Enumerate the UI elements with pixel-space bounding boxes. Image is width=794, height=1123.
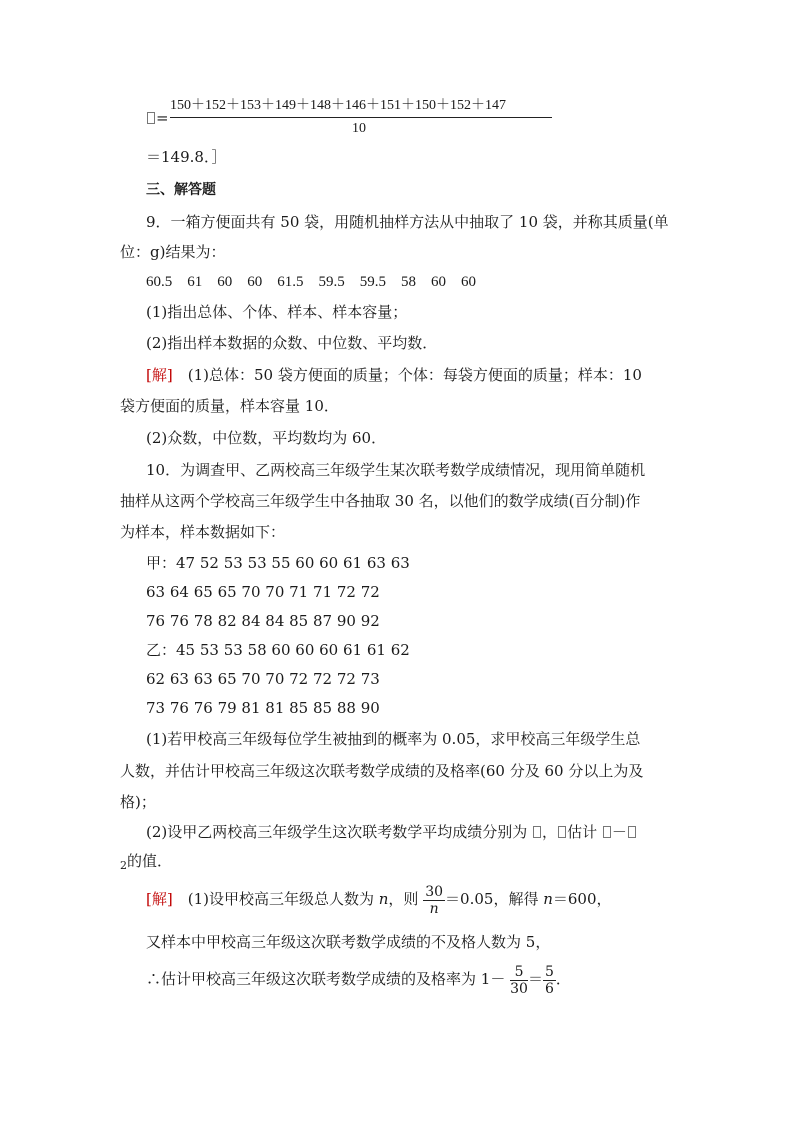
- q9-part1: (1)指出总体、个体、样本、样本容量；: [146, 303, 408, 321]
- q9-ans1-a: (1)总体：50 袋方便面的质量；个体：每袋方便面的质量；样本：10: [172, 366, 642, 384]
- q9-line1: 9．一箱方便面共有 50 袋，用随机抽样方法从中抽取了 10 袋，并称其质量(单: [146, 213, 669, 231]
- fraction-5-over-6: [543, 964, 556, 997]
- q9-line2: 位：g)结果为：: [120, 243, 226, 261]
- q10-part2-end: 的值．: [127, 852, 173, 870]
- section-heading: 三、解答题: [146, 182, 216, 198]
- q10-ans1-result: ＝600，: [552, 890, 612, 908]
- q10-part2-line2: [120, 851, 172, 876]
- q10-answer-line3: [146, 960, 571, 998]
- q10-yi-row3: 73 76 76 79 81 81 85 85 88 90: [146, 699, 380, 717]
- answer-tag-2: [解]: [146, 890, 173, 908]
- comma: ，: [542, 823, 558, 841]
- q10-jia-row2: 63 64 65 65 70 70 71 71 72 72: [146, 583, 380, 601]
- q10-yi-row1: 乙：45 53 53 58 60 60 60 61 61 62: [146, 641, 410, 659]
- equals-sign: ＝: [527, 970, 543, 988]
- x2-bar-symbol-2: [628, 826, 636, 838]
- x1-bar-symbol-2: [603, 826, 611, 838]
- frac-num: 30: [425, 883, 444, 900]
- q10-answer-line1: [146, 880, 612, 918]
- q9-answer-line2: 袋方便面的质量，样本容量 10．: [120, 397, 339, 415]
- fraction-30-over-n: [423, 884, 445, 917]
- fraction-5-over-30: [510, 964, 528, 997]
- subscript-2: 2: [120, 859, 127, 872]
- q10-yi-row2: 62 63 63 65 70 70 72 72 72 73: [146, 670, 380, 688]
- q10-line2: 抽样从这两个学校高三年级学生中各抽取 30 名，以他们的数学成绩(百分制)作: [120, 492, 641, 510]
- var-n-2: n: [543, 890, 553, 908]
- q9-data: 60.5 61 60 60 61.5 59.5 59.5 58 60 60: [146, 274, 477, 290]
- x-bar-symbol: [147, 112, 155, 124]
- q10-ans3-text: ∴估计甲校高三年级这次联考数学成绩的及格率为 1－: [146, 970, 506, 988]
- answer-tag: [解]: [146, 366, 173, 384]
- period: ．: [555, 970, 571, 988]
- frac-num: 5: [514, 963, 524, 980]
- frac-den: n: [429, 900, 439, 917]
- frac-den: 6: [544, 980, 554, 997]
- x2-bar-symbol: [558, 826, 566, 838]
- q10-jia-row1: 甲：47 52 53 53 55 60 60 61 63 63: [146, 554, 410, 572]
- q10-line3: 为样本，样本数据如下：: [120, 523, 286, 541]
- q10-part2-line1: [146, 822, 637, 842]
- minus-sign: －: [611, 823, 627, 841]
- q10-ans1-then: ，则: [388, 890, 419, 908]
- frac-den: 30: [510, 980, 528, 997]
- fraction-bar: [170, 117, 552, 118]
- q10-part1-line1: (1)若甲校高三年级每位学生被抽到的概率为 0.05，求甲校高三年级学生总: [146, 730, 641, 748]
- frac-num: 5: [544, 963, 554, 980]
- formula-equals: =: [156, 109, 169, 127]
- x1-bar-symbol: [533, 826, 541, 838]
- formula-denominator: 10: [352, 121, 366, 136]
- formula-numerator: 150＋152＋153＋149＋148＋146＋151＋150＋152＋147: [170, 98, 506, 113]
- q10-part1-line3: 格)；: [120, 793, 156, 811]
- q10-part1-line2: 人数，并估计甲校高三年级这次联考数学成绩的及格率(60 分及 60 分以上为及: [120, 762, 644, 780]
- q9-part2: (2)指出样本数据的众数、中位数、平均数．: [146, 334, 438, 352]
- estimate-text: 估计: [567, 823, 598, 841]
- formula-result: ＝149.8．］: [146, 148, 227, 166]
- q10-line1: 10．为调查甲、乙两校高三年级学生某次联考数学成绩情况，现用简单随机: [146, 461, 646, 479]
- q10-part2-text: (2)设甲乙两校高三年级学生这次联考数学平均成绩分别为: [146, 823, 528, 841]
- var-n: n: [378, 890, 389, 908]
- q10-jia-row3: 76 76 78 82 84 84 85 87 90 92: [146, 612, 380, 630]
- q9-answer-line3: (2)众数，中位数，平均数均为 60．: [146, 429, 387, 447]
- q10-ans1-eq: ＝0.05，解得: [445, 890, 544, 908]
- q9-answer-line1: [146, 365, 642, 385]
- q10-ans1-text: (1)设甲校高三年级总人数为: [172, 890, 379, 908]
- q10-answer-line2: 又样本中甲校高三年级这次联考数学成绩的不及格人数为 5，: [146, 933, 551, 951]
